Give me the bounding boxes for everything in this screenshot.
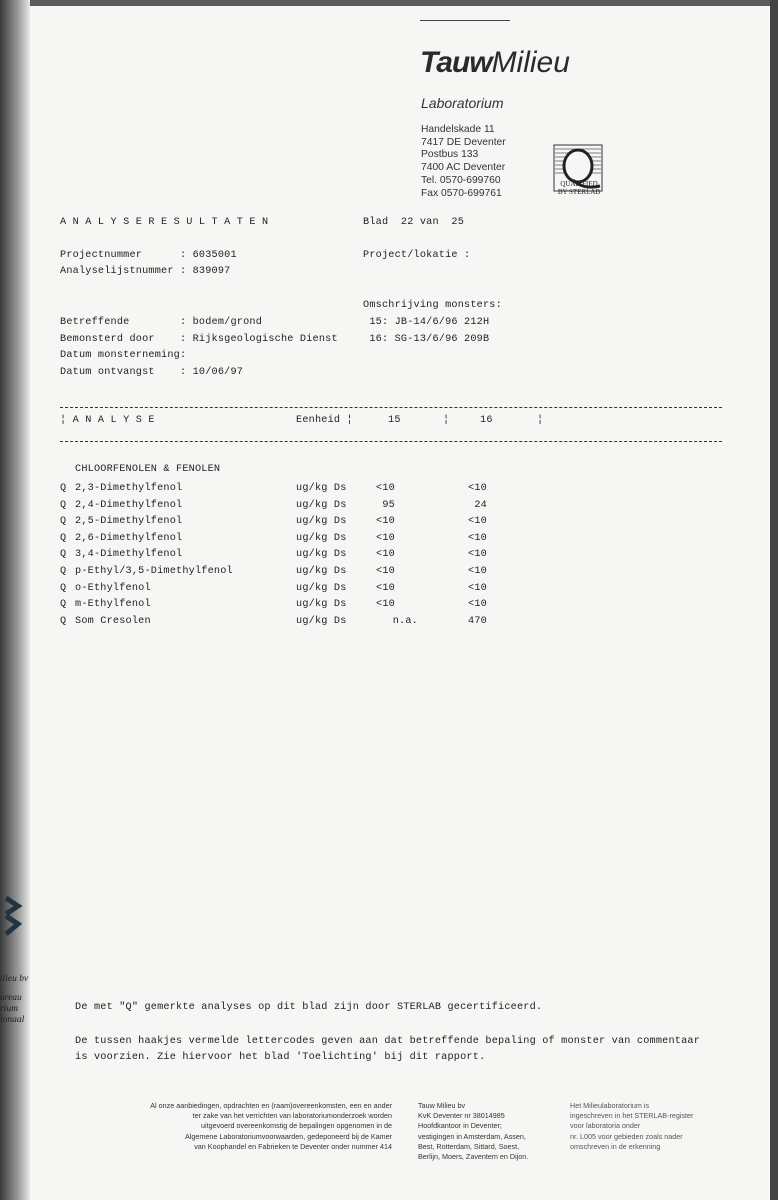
text-line: 7400 AC Deventer (421, 162, 506, 174)
note-comments-cont: is voorzien. Zie hiervoor het blad 'Toelichting' bij dit rapport. (75, 1052, 486, 1063)
value-16: <10 (468, 599, 487, 611)
text-line: Het Milieulaboratorium is (570, 1101, 650, 1110)
samples-heading: Omschrijving monsters: (363, 300, 502, 311)
margin-text (0, 974, 28, 1026)
unit: ug/kg Ds (296, 615, 347, 627)
address-block (421, 124, 506, 200)
footer-registration (570, 1101, 693, 1152)
analysis-name: m-Ethylfenol (75, 599, 151, 611)
value-16: <10 (468, 516, 487, 528)
column-header-16: 16 (480, 415, 493, 426)
unit: ug/kg Ds (296, 532, 347, 544)
value-15: <10 (376, 566, 395, 577)
text-line: Handelskade 11 (421, 124, 495, 135)
text-line: Berlijn, Moers, Zaventem en Dijon. (418, 1152, 529, 1162)
divider-bottom (60, 441, 722, 442)
column-separator: ¦ (443, 415, 450, 426)
value-16: <10 (468, 582, 487, 594)
text-line: ureau (0, 993, 22, 1003)
logo-subtitle: Laboratorium (421, 95, 504, 111)
value-15: 95 (382, 499, 395, 511)
value-16: 470 (468, 615, 487, 627)
analysis-name: o-Ethylfenol (75, 582, 151, 594)
text-line: Best, Rotterdam, Sittard, Soest, (418, 1141, 520, 1151)
seal-line: BY STERLAB (557, 188, 601, 196)
value-16: 24 (474, 499, 487, 511)
value-15: <10 (376, 532, 395, 544)
text-line: Tel. 0570-699760 (421, 174, 501, 186)
value-15: <10 (376, 599, 395, 611)
qualified-marker: Q (60, 483, 67, 494)
page-edge (770, 0, 778, 1200)
qualified-marker: Q (60, 582, 67, 594)
text-line: ionaal (0, 1015, 25, 1025)
text-line: uitgevoerd overeenkomstig de bepalingen opgenomen in de (200, 1121, 392, 1131)
value-15: <10 (376, 549, 395, 561)
unit: ug/kg Ds (296, 499, 347, 511)
qualified-marker: Q (60, 599, 67, 611)
value-16: <10 (468, 566, 487, 577)
qualified-marker: Q (60, 532, 67, 544)
text-line: nr. L005 voor gebieden zoals nader (570, 1131, 683, 1141)
received-date-field: Datum ontvangst : 10/06/97 (60, 367, 244, 378)
text-line: ingeschreven in het STERLAB-register (570, 1111, 694, 1121)
unit: ug/kg Ds (296, 483, 347, 494)
analysis-name: p-Ethyl/3,5-Dimethylfenol (75, 566, 233, 577)
unit: ug/kg Ds (296, 516, 347, 528)
text-line: Postbus 133 (421, 149, 479, 161)
group-heading: CHLOORFENOLEN & FENOLEN (75, 464, 221, 475)
divider-top (60, 407, 722, 408)
value-16: <10 (468, 532, 487, 544)
text-line: rium (0, 1004, 18, 1014)
analysis-name: 2,3-Dimethylfenol (75, 483, 183, 494)
qualified-marker: Q (60, 549, 67, 561)
margin-logo-icon (4, 896, 26, 936)
sample-16: 16: SG-13/6/96 209B (363, 334, 490, 345)
text-line: Fax 0570-699761 (421, 187, 502, 199)
text-line: ilieu bv (0, 974, 29, 984)
project-location: Project/lokatie : (363, 250, 471, 261)
text-line: omschreven in de erkenning (570, 1141, 661, 1151)
text-line: vestigingen in Amsterdam, Assen, (418, 1131, 526, 1141)
value-15: <10 (376, 582, 395, 594)
note-comments: De tussen haakjes vermelde lettercodes geven aan dat betreffende bepaling of monster van commentaar (75, 1036, 701, 1047)
seal-line: QUALIFIED (560, 180, 598, 188)
text-line: Algemene Laboratoriumvoorwaarden, gedeponeerd bij de Kamer (185, 1131, 392, 1141)
value-16: <10 (468, 549, 487, 561)
text-line: Tauw Milieu bv (418, 1101, 466, 1110)
project-number: Projectnummer : 6035001 (60, 250, 237, 261)
analysis-name: 2,6-Dimethylfenol (75, 532, 183, 544)
qualified-marker: Q (60, 566, 67, 577)
analysis-name: 3,4-Dimethylfenol (75, 549, 183, 561)
text-line: van Koophandel en Fabrieken te Deventer onder nummer 414 (194, 1141, 392, 1151)
unit: ug/kg Ds (296, 549, 347, 561)
page-number: Blad 22 van 25 (363, 217, 465, 228)
footer-company (418, 1101, 528, 1162)
analysis-name: Som Cresolen (75, 615, 151, 627)
value-16: <10 (468, 483, 487, 494)
text-line: Al onze aanbiedingen, opdrachten en (raam)overeenkomsten, een en ander (150, 1101, 392, 1110)
subject-field: Betreffende : bodem/grond (60, 317, 263, 328)
brand-logo (420, 46, 570, 80)
sterlab-q-seal-icon (553, 126, 603, 176)
column-header-15: 15 (388, 415, 401, 426)
top-rule (420, 20, 510, 21)
column-header-unit: Eenheid ¦ (296, 415, 353, 426)
brand-light: Milieu (491, 46, 570, 79)
text-line: KvK Deventer nr 38014985 (418, 1111, 505, 1121)
column-separator: ¦ (537, 415, 544, 426)
brand-bold: Tauw (420, 46, 492, 79)
seal-caption (553, 180, 605, 196)
value-15: n.a. (392, 615, 418, 627)
qualified-marker: Q (60, 516, 67, 528)
value-15: <10 (376, 483, 395, 494)
qualified-marker: Q (60, 499, 67, 511)
sampled-by-field: Bemonsterd door : Rijksgeologische Dienst (60, 334, 338, 345)
footer-terms (100, 1101, 392, 1152)
unit: ug/kg Ds (296, 599, 347, 611)
note-certification: De met "Q" gemerkte analyses op dit blad zijn door STERLAB gecertificeerd. (75, 1002, 543, 1013)
text-line: ter zake van het verrichten van laboratoriumonderzoek worden (192, 1111, 392, 1121)
unit: ug/kg Ds (296, 582, 347, 594)
sample-15: 15: JB-14/6/96 212H (363, 317, 490, 328)
qualified-marker: Q (60, 615, 67, 627)
document-title: A N A L Y S E R E S U L T A T E N (60, 217, 269, 228)
analysis-list-number: Analyselijstnummer : 839097 (60, 266, 231, 277)
text-line: 7417 DE Deventer (421, 136, 506, 148)
column-header-analysis: ¦ A N A L Y S E (60, 415, 155, 426)
value-15: <10 (376, 516, 395, 528)
text-line: voor laboratoria onder (570, 1121, 641, 1131)
sampling-date-field: Datum monsterneming: (60, 350, 187, 361)
unit: ug/kg Ds (296, 566, 347, 577)
analysis-name: 2,4-Dimethylfenol (75, 499, 183, 511)
analysis-name: 2,5-Dimethylfenol (75, 516, 183, 528)
text-line: Hoofdkantoor in Deventer; (418, 1121, 502, 1131)
